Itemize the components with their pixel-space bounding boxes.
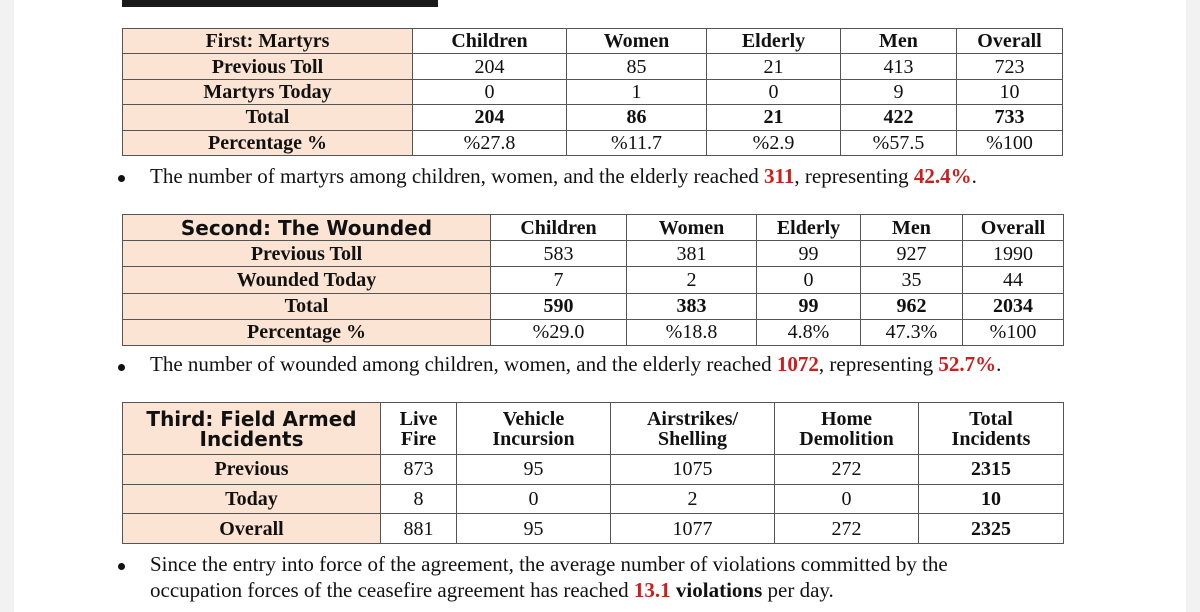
cell: 99 [757, 241, 861, 267]
row-label: Wounded Today [123, 267, 491, 293]
row-label: Total [123, 105, 413, 130]
cell: 10 [957, 79, 1063, 104]
cell: 0 [457, 484, 611, 514]
row-label: Previous Toll [123, 54, 413, 79]
cell: 10 [919, 484, 1064, 514]
col-overall: Overall [963, 215, 1064, 241]
row-label: Percentage % [123, 319, 491, 345]
table-row [123, 241, 1064, 267]
wounded-percent: 52.7% [938, 352, 997, 376]
cell: 204 [413, 54, 567, 79]
cell: %11.7 [567, 130, 707, 155]
cell: %2.9 [707, 130, 841, 155]
col-women: Women [567, 29, 707, 54]
table-row [123, 319, 1064, 345]
wounded-table [122, 214, 1064, 346]
cell: 272 [775, 455, 919, 485]
table-row [123, 54, 1063, 79]
cell: %100 [963, 319, 1064, 345]
cell: 2034 [963, 293, 1064, 319]
table-row [123, 484, 1064, 514]
wounded-header-row [123, 215, 1064, 241]
cell: 413 [841, 54, 957, 79]
col-men: Men [841, 29, 957, 54]
document-page [14, 0, 1186, 612]
cell: 0 [413, 79, 567, 104]
col-men: Men [861, 215, 963, 241]
table-row-total [123, 105, 1063, 130]
martyrs-title: First: Martyrs [123, 29, 413, 54]
col-home-demolition: Home Demolition [775, 403, 919, 455]
col-vehicle-incursion: Vehicle Incursion [457, 403, 611, 455]
martyrs-table [122, 28, 1063, 156]
martyrs-header-row [123, 29, 1063, 54]
col-total-incidents: Total Incidents [919, 403, 1064, 455]
cell: 204 [413, 105, 567, 130]
cell: 9 [841, 79, 957, 104]
wounded-title: Second: The Wounded [123, 215, 491, 241]
cell: 0 [707, 79, 841, 104]
cell: 590 [491, 293, 627, 319]
row-label: Previous Toll [123, 241, 491, 267]
cell: %27.8 [413, 130, 567, 155]
row-label: Total [123, 293, 491, 319]
cell: %18.8 [627, 319, 757, 345]
bullet-icon [118, 175, 125, 182]
col-airstrikes-shelling: Airstrikes/ Shelling [611, 403, 775, 455]
cell: 381 [627, 241, 757, 267]
cell: 2325 [919, 514, 1064, 544]
cell: 422 [841, 105, 957, 130]
cell: %29.0 [491, 319, 627, 345]
cell: 7 [491, 267, 627, 293]
incidents-title: Third: Field Armed Incidents [123, 403, 381, 455]
table-row [123, 267, 1064, 293]
incidents-table [122, 402, 1064, 544]
row-label: Overall [123, 514, 381, 544]
table-row [123, 130, 1063, 155]
martyrs-note: The number of martyrs among children, women, and the elderly reached 311, representing 42.4%. [150, 164, 977, 188]
row-label: Martyrs Today [123, 79, 413, 104]
cell: 47.3% [861, 319, 963, 345]
cell: 873 [381, 455, 457, 485]
cell: 962 [861, 293, 963, 319]
cell: 383 [627, 293, 757, 319]
col-women: Women [627, 215, 757, 241]
cell: 44 [963, 267, 1064, 293]
col-elderly: Elderly [757, 215, 861, 241]
cell: 35 [861, 267, 963, 293]
cell: 1 [567, 79, 707, 104]
cell: 21 [707, 54, 841, 79]
wounded-note: The number of wounded among children, women, and the elderly reached 1072, representing 52.7%. [150, 352, 1002, 376]
cell: 2 [627, 267, 757, 293]
cell: 2315 [919, 455, 1064, 485]
cell: %100 [957, 130, 1063, 155]
bullet-icon [118, 563, 125, 570]
cell: 1990 [963, 241, 1064, 267]
row-label: Previous [123, 455, 381, 485]
cell: 733 [957, 105, 1063, 130]
col-elderly: Elderly [707, 29, 841, 54]
violations-rate: 13.1 [633, 578, 671, 602]
table-row-total [123, 293, 1064, 319]
cell: 2 [611, 484, 775, 514]
cell: 927 [861, 241, 963, 267]
cell: 86 [567, 105, 707, 130]
cell: 1075 [611, 455, 775, 485]
row-label: Today [123, 484, 381, 514]
cell: 1077 [611, 514, 775, 544]
col-overall: Overall [957, 29, 1063, 54]
col-children: Children [413, 29, 567, 54]
bullet-icon [118, 364, 125, 371]
cell: %57.5 [841, 130, 957, 155]
cell: 272 [775, 514, 919, 544]
cell: 0 [757, 267, 861, 293]
cell: 85 [567, 54, 707, 79]
table-row [123, 79, 1063, 104]
cell: 723 [957, 54, 1063, 79]
incidents-header-row [123, 403, 1064, 455]
martyrs-count: 311 [764, 164, 795, 188]
wounded-count: 1072 [776, 352, 819, 376]
col-children: Children [491, 215, 627, 241]
cell: 8 [381, 484, 457, 514]
table-row [123, 455, 1064, 485]
cell: 4.8% [757, 319, 861, 345]
cell: 21 [707, 105, 841, 130]
col-live-fire: Live Fire [381, 403, 457, 455]
incidents-note-line1: Since the entry into force of the agreement, the average number of violations committed by the [150, 552, 948, 576]
cell: 881 [381, 514, 457, 544]
cell: 95 [457, 514, 611, 544]
header-rule [122, 0, 438, 7]
martyrs-percent: 42.4% [913, 164, 972, 188]
cell: 95 [457, 455, 611, 485]
cell: 99 [757, 293, 861, 319]
incidents-note [150, 551, 948, 603]
cell: 583 [491, 241, 627, 267]
table-row [123, 514, 1064, 544]
incidents-note-line2: occupation forces of the ceasefire agreement has reached 13.1 violations per day. [150, 578, 834, 602]
cell: 0 [775, 484, 919, 514]
row-label: Percentage % [123, 130, 413, 155]
